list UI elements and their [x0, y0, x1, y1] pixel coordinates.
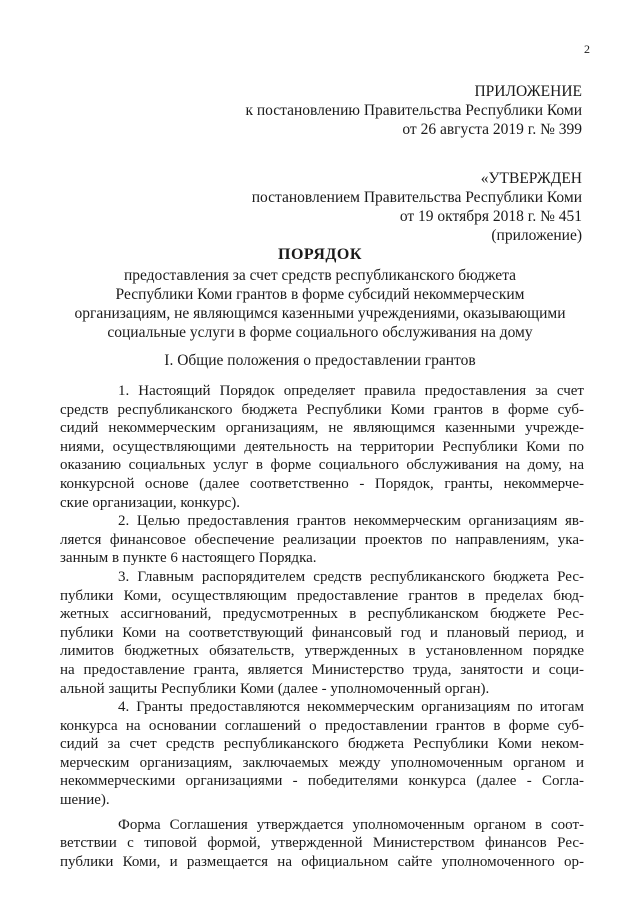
- paragraph-line: на предоставление гранта, является Министерство труда, занятости и соци-: [60, 661, 584, 678]
- document-title: ПОРЯДОК: [278, 246, 362, 263]
- appendix-line: к постановлению Правительства Республики Коми: [245, 102, 582, 119]
- paragraph-line: ниями, осуществляющими деятельность на территории Республики Коми по: [60, 438, 584, 455]
- paragraph-line: альной защиты Республики Коми (далее - уполномоченный орган).: [60, 680, 490, 697]
- paragraph-line: оказанию социальных услуг в форме социального обслуживания на дому, на: [60, 457, 584, 474]
- paragraph-line: ляется финансовое обеспечение реализации проектов по направлениям, ука-: [60, 531, 584, 548]
- approved-line: (приложение): [491, 227, 582, 244]
- approved-line: постановлением Правительства Республики Коми: [251, 189, 582, 206]
- body-text: [60, 382, 584, 871]
- paragraph-line: занным в пункте 6 настоящего Порядка.: [60, 550, 317, 567]
- approved-line: от 19 октября 2018 г. № 451: [399, 208, 582, 225]
- appendix-line: от 26 августа 2019 г. № 399: [402, 121, 582, 138]
- paragraph-line: Форма Соглашения утверждается уполномоченным органом в соот-: [118, 816, 584, 833]
- paragraph-line: 1. Настоящий Порядок определяет правила предоставления за счет: [118, 383, 584, 399]
- subtitle-line: предоставления за счет средств республиканского бюджета: [123, 267, 517, 284]
- paragraph-line: публики Коми на соответствующий финансовый год и плановый период, и: [60, 624, 584, 641]
- paragraph-line: 2. Целью предоставления грантов некоммерческим организациям яв-: [118, 513, 584, 530]
- subtitle-line: социальные услуги в форме социального обслуживания на дому: [107, 324, 533, 341]
- paragraph: [60, 568, 584, 698]
- paragraph-line: шение).: [60, 792, 110, 809]
- paragraph-line: 4. Гранты предоставляются некоммерческим организациям по итогам: [118, 699, 584, 716]
- page-number: 2: [584, 42, 590, 56]
- appendix-line: ПРИЛОЖЕНИЕ: [474, 83, 582, 100]
- paragraph-line: конкурса на основании соглашений о предоставлении грантов в форме суб-: [60, 717, 584, 734]
- paragraph-line: сидий за счет средств республиканского бюджета Республики Коми неком-: [60, 736, 584, 753]
- paragraph: [60, 382, 584, 512]
- paragraph-line: некоммерческими организациями - победителями конкурса (далее - Согла-: [60, 773, 584, 790]
- subtitle-line: организациям, не являющимся казенными учреждениями, оказывающими: [74, 305, 566, 322]
- paragraph-line: публики Коми, и размещается на официальном сайте уполномоченного ор-: [60, 853, 584, 870]
- paragraph-line: конкурсной основе (далее соответственно - Порядок, гранты, некоммерче-: [60, 475, 584, 492]
- section-heading: I. Общие положения о предоставлении грантов: [164, 352, 476, 369]
- paragraph-line: сидий некоммерческим организациям, не являющимся казенными учрежде-: [60, 420, 584, 437]
- appendix-header: [245, 82, 582, 139]
- paragraph-line: средств республиканского бюджета Республики Коми грантов в форме суб-: [60, 401, 584, 418]
- paragraph-line: лимитов бюджетных обязательств, утвержденных в установленном порядке: [60, 643, 584, 660]
- paragraph-line: жетных ассигнований, предусмотренных в республиканском бюджете Рес-: [60, 606, 584, 623]
- subtitle-line: Республики Коми грантов в форме субсидий некоммерческим: [115, 286, 525, 303]
- document-subtitle: [0, 266, 640, 342]
- paragraph: [60, 512, 584, 568]
- paragraph-line: ские организации, конкурс).: [60, 494, 240, 511]
- paragraph-line: ветствии с типовой формой, утвержденной Министерством финансов Рес-: [60, 835, 584, 852]
- paragraph: [60, 698, 584, 810]
- paragraph-line: публики Коми, осуществляющим предоставление грантов в пределах бюд-: [60, 587, 584, 604]
- paragraph: [60, 816, 584, 872]
- paragraph-line: мерческим организациям, заключаемых между уполномоченным органом и: [60, 754, 584, 771]
- approved-header: [252, 169, 582, 245]
- paragraph-line: 3. Главным распорядителем средств республиканского бюджета Рес-: [118, 568, 584, 585]
- approved-line: «УТВЕРЖДЕН: [480, 170, 582, 187]
